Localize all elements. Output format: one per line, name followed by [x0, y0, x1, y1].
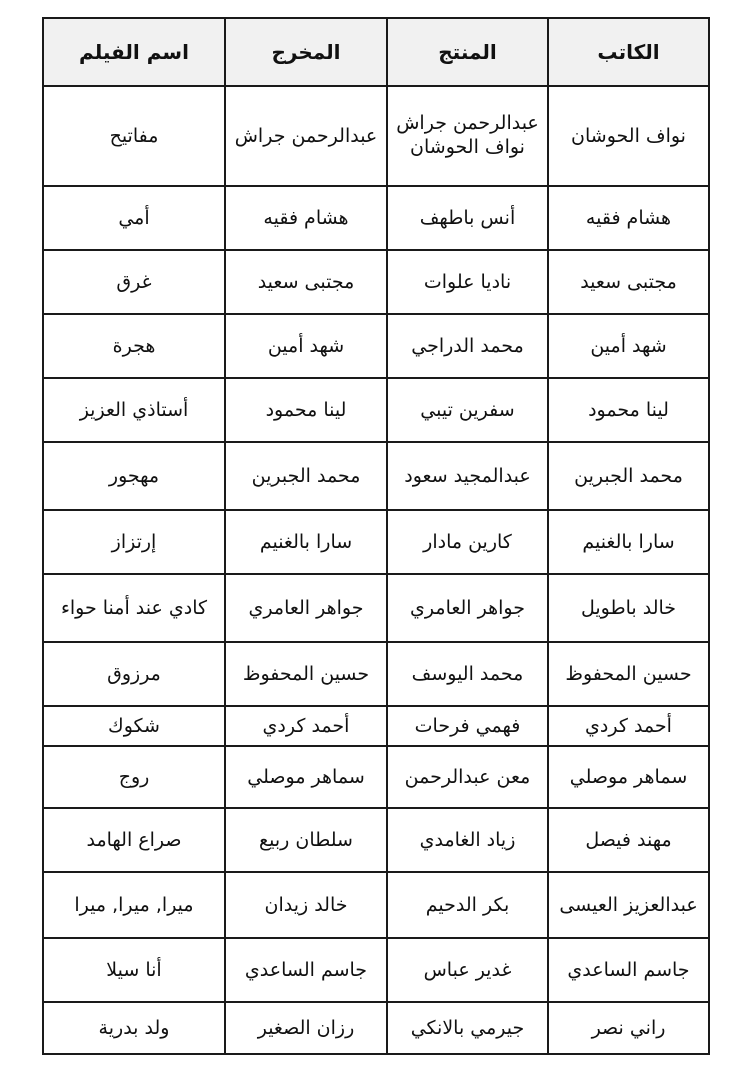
- writer-cell: جاسم الساعدي: [548, 938, 709, 1002]
- film-name-cell: أستاذي العزيز: [43, 378, 225, 442]
- film-name-cell: إرتزاز: [43, 510, 225, 574]
- director-cell: شهد أمين: [225, 314, 387, 378]
- director-cell: محمد الجبرين: [225, 442, 387, 510]
- director-cell: مجتبى سعيد: [225, 250, 387, 314]
- table-row: [43, 1002, 709, 1054]
- director-cell: جواهر العامري: [225, 574, 387, 642]
- table-row: [43, 250, 709, 314]
- writer-cell: راني نصر: [548, 1002, 709, 1054]
- table-row: [43, 314, 709, 378]
- table-row: [43, 510, 709, 574]
- table-row: [43, 746, 709, 808]
- producer-cell: بكر الدحيم: [387, 872, 548, 938]
- director-cell: عبدالرحمن جراش: [225, 86, 387, 186]
- director-cell: رزان الصغير: [225, 1002, 387, 1054]
- producer-cell: زياد الغامدي: [387, 808, 548, 872]
- film-name-cell: أمي: [43, 186, 225, 250]
- producer-cell: محمد اليوسف: [387, 642, 548, 706]
- header-row: [43, 18, 709, 86]
- producer-cell: عبدالمجيد سعود: [387, 442, 548, 510]
- producer-cell: فهمي فرحات: [387, 706, 548, 746]
- films-table: [42, 17, 710, 1055]
- writer-cell: حسين المحفوظ: [548, 642, 709, 706]
- header-film-name: اسم الفيلم: [43, 18, 225, 86]
- writer-cell: مهند فيصل: [548, 808, 709, 872]
- table-row: [43, 808, 709, 872]
- table-row: [43, 378, 709, 442]
- director-cell: جاسم الساعدي: [225, 938, 387, 1002]
- director-cell: سارا بالغنيم: [225, 510, 387, 574]
- film-name-cell: مرزوق: [43, 642, 225, 706]
- table-row: [43, 706, 709, 746]
- film-name-cell: مفاتيح: [43, 86, 225, 186]
- producer-cell: معن عبدالرحمن: [387, 746, 548, 808]
- writer-cell: هشام فقيه: [548, 186, 709, 250]
- table-row: [43, 86, 709, 186]
- header-producer: المنتج: [387, 18, 548, 86]
- writer-cell: لينا محمود: [548, 378, 709, 442]
- director-cell: أحمد كردي: [225, 706, 387, 746]
- director-cell: لينا محمود: [225, 378, 387, 442]
- producer-cell: كارين مادار: [387, 510, 548, 574]
- writer-cell: سارا بالغنيم: [548, 510, 709, 574]
- header-writer: الكاتب: [548, 18, 709, 86]
- film-name-cell: ميرا, ميرا, ميرا: [43, 872, 225, 938]
- director-cell: هشام فقيه: [225, 186, 387, 250]
- producer-cell: جيرمي بالانكي: [387, 1002, 548, 1054]
- director-cell: خالد زيدان: [225, 872, 387, 938]
- director-cell: سماهر موصلي: [225, 746, 387, 808]
- film-name-cell: صراع الهامد: [43, 808, 225, 872]
- producer-cell: سفرين تيبي: [387, 378, 548, 442]
- film-name-cell: روج: [43, 746, 225, 808]
- writer-cell: أحمد كردي: [548, 706, 709, 746]
- writer-cell: عبدالعزيز العيسى: [548, 872, 709, 938]
- table-row: [43, 186, 709, 250]
- film-name-cell: أنا سيلا: [43, 938, 225, 1002]
- film-name-cell: شكوك: [43, 706, 225, 746]
- film-name-cell: ولد بدرية: [43, 1002, 225, 1054]
- film-name-cell: مهجور: [43, 442, 225, 510]
- director-cell: حسين المحفوظ: [225, 642, 387, 706]
- writer-cell: نواف الحوشان: [548, 86, 709, 186]
- director-cell: سلطان ربيع: [225, 808, 387, 872]
- writer-cell: شهد أمين: [548, 314, 709, 378]
- writer-cell: خالد باطويل: [548, 574, 709, 642]
- writer-cell: مجتبى سعيد: [548, 250, 709, 314]
- producer-cell: عبدالرحمن جراش نواف الحوشان: [387, 86, 548, 186]
- producer-cell: محمد الدراجي: [387, 314, 548, 378]
- header-director: المخرج: [225, 18, 387, 86]
- table-row: [43, 574, 709, 642]
- table-row: [43, 938, 709, 1002]
- film-name-cell: غرق: [43, 250, 225, 314]
- producer-cell: ناديا علوات: [387, 250, 548, 314]
- table-row: [43, 872, 709, 938]
- film-name-cell: كادي عند أمنا حواء: [43, 574, 225, 642]
- table-row: [43, 442, 709, 510]
- film-name-cell: هجرة: [43, 314, 225, 378]
- producer-cell: أنس باطهف: [387, 186, 548, 250]
- producer-cell: جواهر العامري: [387, 574, 548, 642]
- producer-cell: غدير عباس: [387, 938, 548, 1002]
- writer-cell: سماهر موصلي: [548, 746, 709, 808]
- writer-cell: محمد الجبرين: [548, 442, 709, 510]
- table-row: [43, 642, 709, 706]
